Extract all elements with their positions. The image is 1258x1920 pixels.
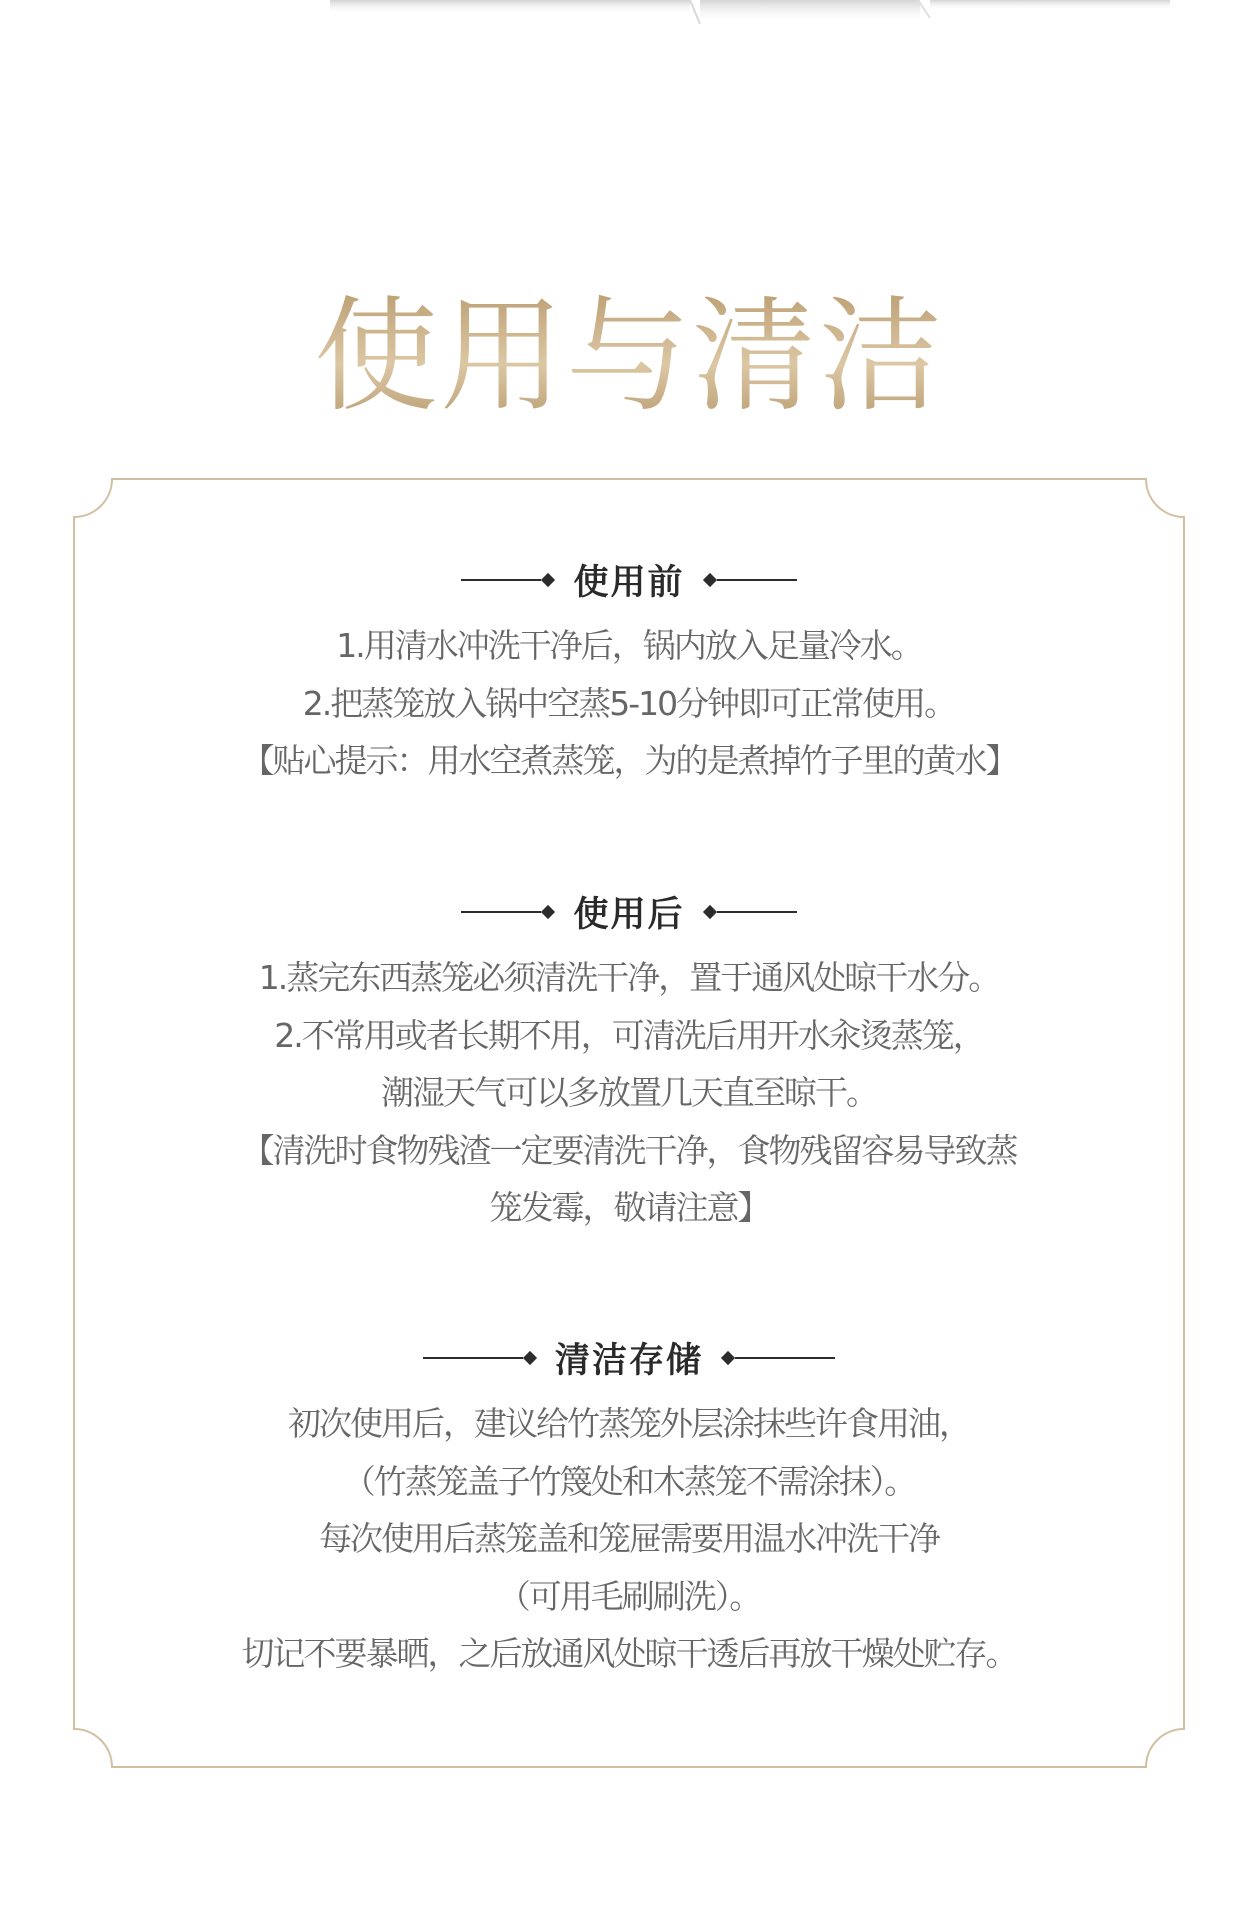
heading-rule-left (461, 911, 541, 913)
body-line: 2.把蒸笼放入锅中空蒸5-10分钟即可正常使用。 (302, 683, 956, 723)
diamond-icon (721, 1351, 735, 1365)
body-line: 每次使用后蒸笼盖和笼屉需要用温水冲洗干净 (319, 1519, 939, 1558)
heading-rule-left (461, 579, 541, 581)
section-after-use (72, 887, 1186, 1237)
heading-rule-right (717, 911, 797, 913)
section-heading (72, 1333, 1186, 1383)
body-line: 初次使用后，建议给竹蒸笼外层涂抹些许食用油， (288, 1404, 970, 1443)
body-line: 【清洗时食物残渣一定要清洗干净，食物残留容易导致蒸 (241, 1130, 1017, 1170)
heading-rule-left (423, 1357, 523, 1359)
diamond-icon (702, 573, 716, 587)
heading-rule-right (717, 579, 797, 581)
body-line: 1.蒸完东西蒸笼必须清洗干净，置于通风处晾干水分。 (258, 958, 1000, 997)
body-line: （可用毛刷刷洗）。 (497, 1576, 761, 1616)
section-heading-label: 清洁存储 (554, 1341, 703, 1381)
body-line: 【贴心提示：用水空煮蒸笼，为的是煮掉竹子里的黄水】 (241, 741, 1017, 780)
diamond-icon (541, 905, 555, 919)
section-heading (72, 555, 1186, 605)
body-line: （竹蒸笼盖子竹篾处和木蒸笼不需涂抹）。 (342, 1461, 916, 1501)
body-line: 潮湿天气可以多放置几天直至晾干。 (381, 1073, 877, 1112)
diamond-icon (541, 573, 555, 587)
section-before-use (72, 555, 1186, 790)
body-line: 2.不常用或者长期不用，可清洗后用开水汆烫蒸笼， (274, 1015, 984, 1055)
section-heading-label: 使用前 (573, 563, 685, 603)
body-line: 1.用清水冲洗干净后，锅内放入足量冷水。 (336, 626, 922, 665)
section-body (72, 949, 1186, 1237)
body-line: 笼发霉，敬请注意】 (489, 1188, 769, 1227)
diamond-icon (523, 1351, 537, 1365)
section-heading-label: 使用后 (573, 895, 685, 935)
section-body (72, 1395, 1186, 1683)
section-body (72, 617, 1186, 790)
diamond-icon (702, 905, 716, 919)
body-line: 切记不要暴晒，之后放通风处晾干透后再放干燥处贮存。 (241, 1634, 1017, 1673)
section-cleaning-storage (72, 1333, 1186, 1683)
heading-rule-right (735, 1357, 835, 1359)
page-title: 使用与清洁 (0, 282, 1258, 432)
top-photo-edge (0, 0, 1258, 30)
section-heading (72, 887, 1186, 937)
